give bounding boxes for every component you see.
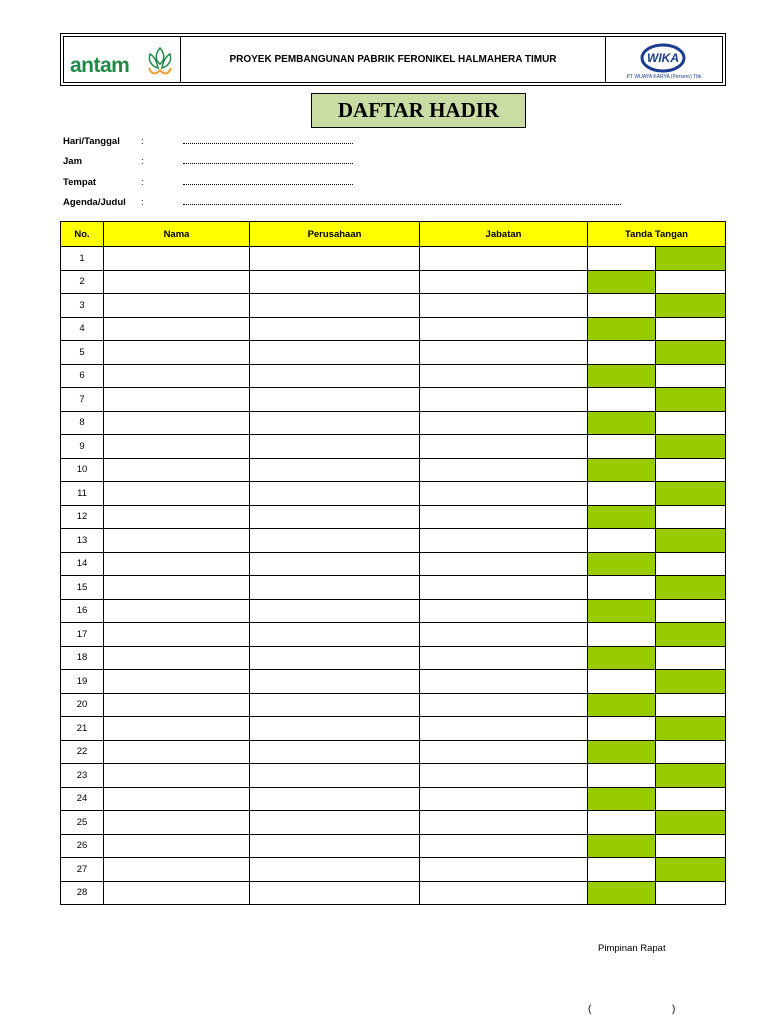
cell-jabatan[interactable] xyxy=(420,811,588,835)
cell-nama[interactable] xyxy=(104,270,250,294)
antam-logo-text: antam xyxy=(70,54,130,77)
cell-signature-left[interactable] xyxy=(588,247,656,271)
document-title: DAFTAR HADIR xyxy=(311,93,526,128)
table-row xyxy=(61,294,726,318)
cell-signature-left[interactable] xyxy=(588,435,656,459)
table-row xyxy=(61,364,726,388)
table-header-row xyxy=(61,222,726,247)
cell-signature-right[interactable] xyxy=(656,811,726,835)
cell-jabatan[interactable] xyxy=(420,787,588,811)
cell-signature-right[interactable] xyxy=(656,646,726,670)
row-number: 2 xyxy=(61,270,104,294)
cell-jabatan[interactable] xyxy=(420,529,588,553)
cell-perusahaan[interactable] xyxy=(250,764,420,788)
cell-nama[interactable] xyxy=(104,552,250,576)
cell-perusahaan[interactable] xyxy=(250,646,420,670)
row-number: 17 xyxy=(61,623,104,647)
info-label-agenda: Agenda/Judul xyxy=(63,197,126,208)
cell-signature-left[interactable] xyxy=(588,364,656,388)
cell-signature-left[interactable] xyxy=(588,458,656,482)
cell-perusahaan[interactable] xyxy=(250,576,420,600)
antam-logo xyxy=(64,37,181,82)
cell-nama[interactable] xyxy=(104,693,250,717)
wika-logo xyxy=(605,37,722,82)
cell-signature-left[interactable] xyxy=(588,834,656,858)
cell-signature-left[interactable] xyxy=(588,529,656,553)
wika-logo-text: WIKA xyxy=(647,51,679,65)
row-number: 14 xyxy=(61,552,104,576)
table-row xyxy=(61,811,726,835)
cell-signature-left[interactable] xyxy=(588,552,656,576)
cell-signature-right[interactable] xyxy=(656,505,726,529)
cell-perusahaan[interactable] xyxy=(250,341,420,365)
row-number: 10 xyxy=(61,458,104,482)
header-perusahaan: Perusahaan xyxy=(250,222,420,247)
table-row xyxy=(61,411,726,435)
table-row xyxy=(61,270,726,294)
cell-perusahaan[interactable] xyxy=(250,388,420,412)
cell-signature-left[interactable] xyxy=(588,670,656,694)
row-number: 27 xyxy=(61,858,104,882)
cell-jabatan[interactable] xyxy=(420,552,588,576)
cell-jabatan[interactable] xyxy=(420,834,588,858)
cell-nama[interactable] xyxy=(104,670,250,694)
cell-perusahaan[interactable] xyxy=(250,670,420,694)
cell-nama[interactable] xyxy=(104,881,250,905)
cell-jabatan[interactable] xyxy=(420,317,588,341)
cell-signature-right[interactable] xyxy=(656,858,726,882)
cell-perusahaan[interactable] xyxy=(250,529,420,553)
info-field-place[interactable] xyxy=(183,177,353,185)
table-row xyxy=(61,670,726,694)
cell-jabatan[interactable] xyxy=(420,505,588,529)
project-title: PROYEK PEMBANGUNAN PABRIK FERONIKEL HALMAHERA TIMUR xyxy=(229,54,557,65)
cell-signature-right[interactable] xyxy=(656,787,726,811)
row-number: 23 xyxy=(61,764,104,788)
cell-perusahaan[interactable] xyxy=(250,505,420,529)
cell-perusahaan[interactable] xyxy=(250,552,420,576)
cell-jabatan[interactable] xyxy=(420,411,588,435)
cell-perusahaan[interactable] xyxy=(250,834,420,858)
table-row xyxy=(61,341,726,365)
wika-caption: PT WIJAYA KARYA (Persero) Tbk xyxy=(626,74,702,80)
cell-jabatan[interactable] xyxy=(420,764,588,788)
table-row xyxy=(61,646,726,670)
cell-signature-right[interactable] xyxy=(656,529,726,553)
cell-signature-left[interactable] xyxy=(588,881,656,905)
row-number: 15 xyxy=(61,576,104,600)
cell-jabatan[interactable] xyxy=(420,576,588,600)
cell-perusahaan[interactable] xyxy=(250,717,420,741)
table-row xyxy=(61,623,726,647)
header-tanda-tangan: Tanda Tangan xyxy=(588,222,726,247)
cell-nama[interactable] xyxy=(104,505,250,529)
info-label-date: Hari/Tanggal xyxy=(63,136,120,147)
cell-perusahaan[interactable] xyxy=(250,740,420,764)
cell-jabatan[interactable] xyxy=(420,435,588,459)
cell-signature-right[interactable] xyxy=(656,576,726,600)
cell-nama[interactable] xyxy=(104,341,250,365)
cell-signature-right[interactable] xyxy=(656,317,726,341)
cell-nama[interactable] xyxy=(104,317,250,341)
table-row xyxy=(61,599,726,623)
info-label-time: Jam xyxy=(63,156,83,167)
cell-signature-left[interactable] xyxy=(588,341,656,365)
info-colon: : xyxy=(141,197,144,208)
cell-signature-left[interactable] xyxy=(588,787,656,811)
row-number: 6 xyxy=(61,364,104,388)
cell-signature-left[interactable] xyxy=(588,317,656,341)
cell-signature-right[interactable] xyxy=(656,693,726,717)
cell-jabatan[interactable] xyxy=(420,693,588,717)
row-number: 24 xyxy=(61,787,104,811)
row-number: 12 xyxy=(61,505,104,529)
cell-jabatan[interactable] xyxy=(420,294,588,318)
table-row xyxy=(61,576,726,600)
row-number: 5 xyxy=(61,341,104,365)
document-header xyxy=(60,33,726,86)
cell-signature-right[interactable] xyxy=(656,623,726,647)
cell-nama[interactable] xyxy=(104,529,250,553)
cell-signature-right[interactable] xyxy=(656,740,726,764)
cell-jabatan[interactable] xyxy=(420,247,588,271)
signature-paren-open: ( xyxy=(588,1004,592,1015)
row-number: 13 xyxy=(61,529,104,553)
cell-nama[interactable] xyxy=(104,811,250,835)
cell-perusahaan[interactable] xyxy=(250,317,420,341)
cell-perusahaan[interactable] xyxy=(250,693,420,717)
cell-signature-right[interactable] xyxy=(656,834,726,858)
table-row xyxy=(61,317,726,341)
cell-perusahaan[interactable] xyxy=(250,411,420,435)
table-row xyxy=(61,247,726,271)
cell-perusahaan[interactable] xyxy=(250,458,420,482)
cell-jabatan[interactable] xyxy=(420,388,588,412)
row-number: 3 xyxy=(61,294,104,318)
cell-nama[interactable] xyxy=(104,576,250,600)
cell-jabatan[interactable] xyxy=(420,740,588,764)
cell-jabatan[interactable] xyxy=(420,670,588,694)
attendance-table xyxy=(60,221,726,905)
cell-nama[interactable] xyxy=(104,717,250,741)
cell-nama[interactable] xyxy=(104,787,250,811)
cell-nama[interactable] xyxy=(104,388,250,412)
cell-signature-right[interactable] xyxy=(656,881,726,905)
row-number: 11 xyxy=(61,482,104,506)
table-row xyxy=(61,740,726,764)
row-number: 8 xyxy=(61,411,104,435)
cell-signature-left[interactable] xyxy=(588,693,656,717)
row-number: 7 xyxy=(61,388,104,412)
cell-signature-left[interactable] xyxy=(588,646,656,670)
cell-jabatan[interactable] xyxy=(420,599,588,623)
table-row xyxy=(61,881,726,905)
cell-nama[interactable] xyxy=(104,364,250,388)
table-row xyxy=(61,529,726,553)
cell-perusahaan[interactable] xyxy=(250,858,420,882)
cell-perusahaan[interactable] xyxy=(250,435,420,459)
cell-nama[interactable] xyxy=(104,740,250,764)
cell-signature-left[interactable] xyxy=(588,623,656,647)
cell-nama[interactable] xyxy=(104,482,250,506)
cell-perusahaan[interactable] xyxy=(250,881,420,905)
cell-nama[interactable] xyxy=(104,411,250,435)
table-row xyxy=(61,505,726,529)
cell-jabatan[interactable] xyxy=(420,458,588,482)
info-colon: : xyxy=(141,136,144,147)
cell-perusahaan[interactable] xyxy=(250,364,420,388)
cell-nama[interactable] xyxy=(104,458,250,482)
table-row xyxy=(61,834,726,858)
wika-logo-icon xyxy=(640,43,686,73)
cell-signature-left[interactable] xyxy=(588,411,656,435)
header-jabatan: Jabatan xyxy=(420,222,588,247)
cell-nama[interactable] xyxy=(104,294,250,318)
cell-signature-right[interactable] xyxy=(656,599,726,623)
cell-nama[interactable] xyxy=(104,646,250,670)
cell-nama[interactable] xyxy=(104,435,250,459)
table-row xyxy=(61,764,726,788)
cell-signature-left[interactable] xyxy=(588,576,656,600)
cell-signature-right[interactable] xyxy=(656,764,726,788)
pimpinan-rapat-label: Pimpinan Rapat xyxy=(598,943,666,954)
row-number: 20 xyxy=(61,693,104,717)
cell-signature-left[interactable] xyxy=(588,505,656,529)
info-field-date[interactable] xyxy=(183,136,353,144)
row-number: 18 xyxy=(61,646,104,670)
info-colon: : xyxy=(141,156,144,167)
cell-signature-left[interactable] xyxy=(588,482,656,506)
info-field-agenda[interactable] xyxy=(183,197,621,205)
cell-perusahaan[interactable] xyxy=(250,787,420,811)
row-number: 22 xyxy=(61,740,104,764)
table-row xyxy=(61,717,726,741)
table-row xyxy=(61,552,726,576)
antam-leaf-icon xyxy=(146,46,174,78)
cell-signature-right[interactable] xyxy=(656,388,726,412)
info-colon: : xyxy=(141,177,144,188)
cell-signature-left[interactable] xyxy=(588,717,656,741)
cell-signature-left[interactable] xyxy=(588,811,656,835)
cell-signature-right[interactable] xyxy=(656,364,726,388)
cell-signature-right[interactable] xyxy=(656,435,726,459)
cell-nama[interactable] xyxy=(104,599,250,623)
cell-signature-left[interactable] xyxy=(588,599,656,623)
cell-nama[interactable] xyxy=(104,247,250,271)
cell-perusahaan[interactable] xyxy=(250,270,420,294)
cell-perusahaan[interactable] xyxy=(250,294,420,318)
cell-signature-left[interactable] xyxy=(588,294,656,318)
table-row xyxy=(61,858,726,882)
cell-nama[interactable] xyxy=(104,858,250,882)
header-nama: Nama xyxy=(104,222,250,247)
table-row xyxy=(61,458,726,482)
table-row xyxy=(61,388,726,412)
row-number: 21 xyxy=(61,717,104,741)
cell-signature-right[interactable] xyxy=(656,552,726,576)
cell-perusahaan[interactable] xyxy=(250,247,420,271)
cell-jabatan[interactable] xyxy=(420,270,588,294)
cell-signature-right[interactable] xyxy=(656,670,726,694)
cell-jabatan[interactable] xyxy=(420,717,588,741)
cell-jabatan[interactable] xyxy=(420,881,588,905)
row-number: 25 xyxy=(61,811,104,835)
table-row xyxy=(61,435,726,459)
cell-nama[interactable] xyxy=(104,834,250,858)
row-number: 19 xyxy=(61,670,104,694)
cell-perusahaan[interactable] xyxy=(250,623,420,647)
cell-jabatan[interactable] xyxy=(420,858,588,882)
cell-jabatan[interactable] xyxy=(420,623,588,647)
cell-signature-right[interactable] xyxy=(656,247,726,271)
row-number: 4 xyxy=(61,317,104,341)
cell-jabatan[interactable] xyxy=(420,341,588,365)
cell-jabatan[interactable] xyxy=(420,482,588,506)
cell-signature-left[interactable] xyxy=(588,764,656,788)
cell-signature-left[interactable] xyxy=(588,388,656,412)
cell-signature-right[interactable] xyxy=(656,458,726,482)
row-number: 1 xyxy=(61,247,104,271)
cell-perusahaan[interactable] xyxy=(250,482,420,506)
info-field-time[interactable] xyxy=(183,156,353,164)
row-number: 9 xyxy=(61,435,104,459)
cell-nama[interactable] xyxy=(104,764,250,788)
cell-signature-right[interactable] xyxy=(656,411,726,435)
row-number: 16 xyxy=(61,599,104,623)
row-number: 28 xyxy=(61,881,104,905)
cell-signature-right[interactable] xyxy=(656,270,726,294)
table-row xyxy=(61,693,726,717)
cell-signature-right[interactable] xyxy=(656,341,726,365)
cell-signature-left[interactable] xyxy=(588,270,656,294)
cell-signature-left[interactable] xyxy=(588,740,656,764)
cell-jabatan[interactable] xyxy=(420,364,588,388)
row-number: 26 xyxy=(61,834,104,858)
table-row xyxy=(61,482,726,506)
table-row xyxy=(61,787,726,811)
cell-signature-right[interactable] xyxy=(656,482,726,506)
cell-perusahaan[interactable] xyxy=(250,811,420,835)
info-label-place: Tempat xyxy=(63,177,97,188)
cell-signature-left[interactable] xyxy=(588,858,656,882)
cell-perusahaan[interactable] xyxy=(250,599,420,623)
signature-paren-close: ) xyxy=(672,1004,676,1015)
cell-jabatan[interactable] xyxy=(420,646,588,670)
header-no: No. xyxy=(61,222,104,247)
cell-signature-right[interactable] xyxy=(656,717,726,741)
cell-nama[interactable] xyxy=(104,623,250,647)
cell-signature-right[interactable] xyxy=(656,294,726,318)
